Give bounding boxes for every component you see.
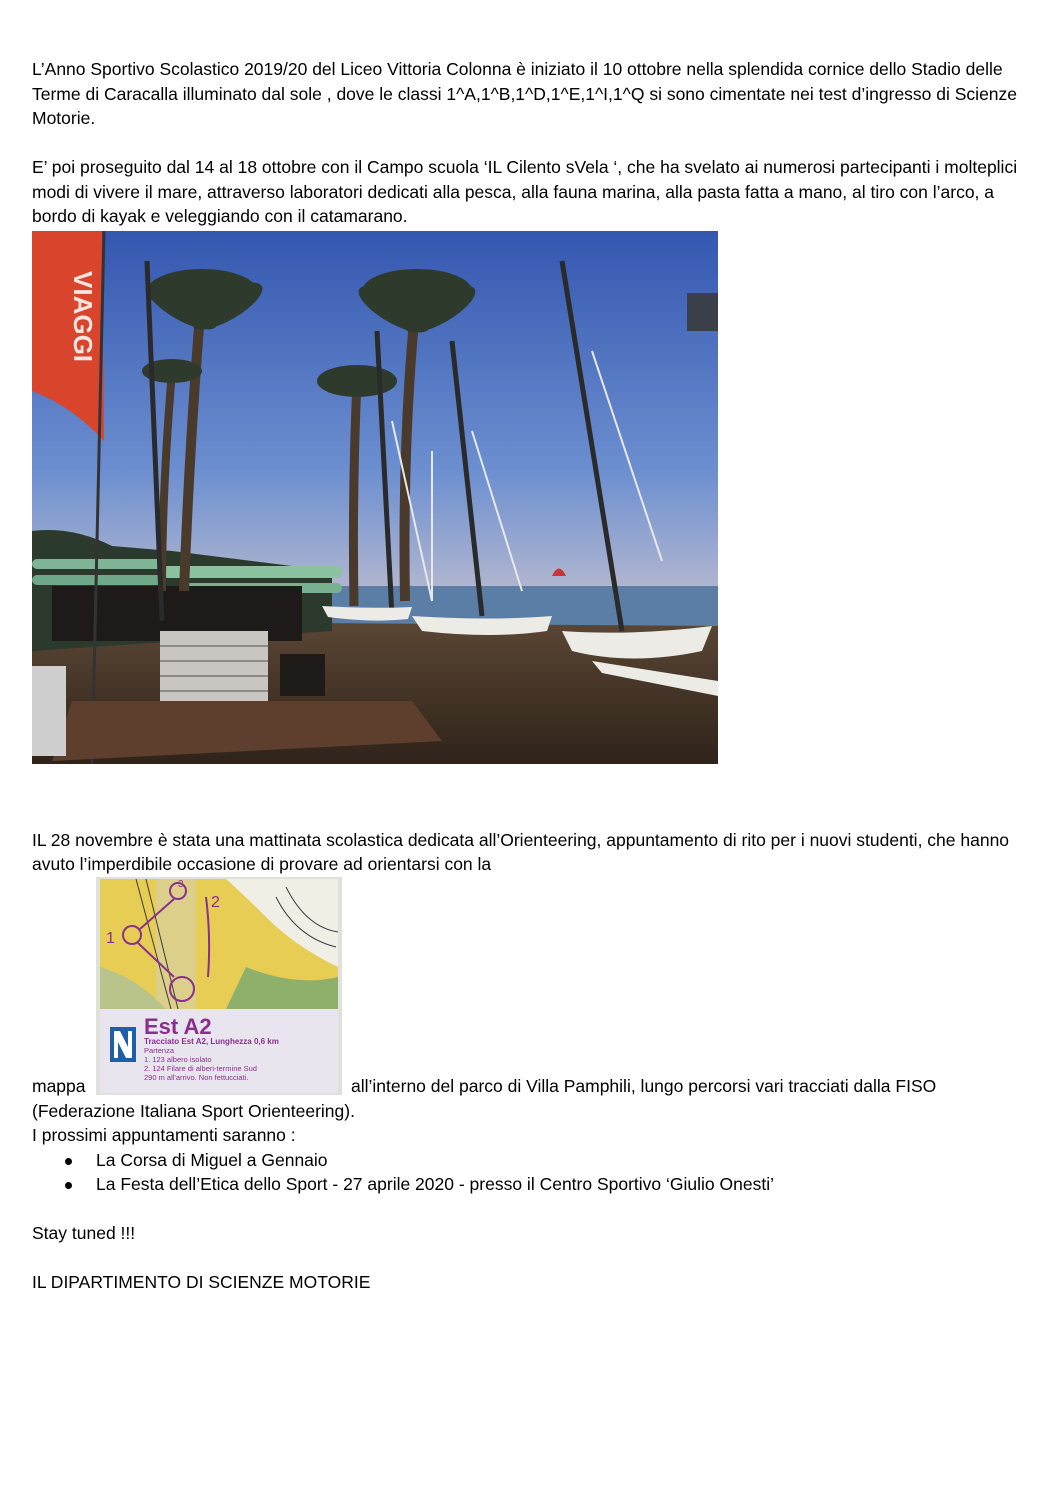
bullet-icon — [65, 1158, 72, 1165]
map-control-2: 2 — [211, 893, 220, 911]
camp-paragraph: E’ poi proseguito dal 14 al 18 ottobre con il Campo scuola ‘IL Cilento sVela ‘, che ha svelato ai numerosi partecipanti i molteplici modi di vivere il mare, attraverso laboratori dedicati alla pesca, alla fauna marina, alla pasta fatta a mano, al tiro con l’arco, a bordo di kayak e veleggiando con il catamarano. — [32, 157, 1018, 226]
paragraph-gap — [32, 1246, 1032, 1271]
map-control-1: 1 — [106, 929, 115, 947]
document-page — [32, 57, 1032, 1295]
intro-paragraph: L’Anno Sportivo Scolastico 2019/20 del Liceo Vittoria Colonna è iniziato il 10 ottobre nella splendida cornice dello Stadio delle Terme di Caracalla illuminato dal sole , dove le classi 1^A,1^B,1^D,1^E,1^I,1^Q si sono cimentate nei test d’ingresso di Scienze Motorie. — [32, 59, 1018, 128]
bullet-icon — [65, 1182, 72, 1189]
stay-tuned-text: Stay tuned !!! — [32, 1223, 136, 1243]
flag-banner-text: VIAGGI — [68, 270, 98, 362]
map-word: mappa — [32, 1076, 86, 1096]
beach-catamaran-photo — [32, 231, 718, 764]
fiso-paragraph: (Federazione Italiana Sport Orienteering). — [32, 1100, 355, 1121]
list-item — [32, 1172, 1032, 1197]
paragraph-gap — [32, 131, 1032, 156]
paragraph-gap — [32, 1197, 1032, 1222]
signature-text: IL DIPARTIMENTO DI SCIENZE MOTORIE — [32, 1272, 371, 1292]
fiso-logo — [110, 1027, 136, 1062]
map-card-line1: Tracciato Est A2, Lunghezza 0,6 km — [144, 1036, 279, 1046]
map-inline-line — [32, 877, 1032, 1099]
map-control-3: 3 — [178, 878, 184, 890]
map-card-line2: Partenza — [144, 1045, 175, 1055]
orienteering-paragraph: IL 28 novembre è stata una mattinata scolastica dedicata all’Orienteering, appuntamento di rito per i nuovi studenti, che hanno avuto l’imperdibile occasione di provare ad orientarsi con la — [32, 829, 1010, 874]
map-after-text: all’interno del parco di Villa Pamphili, lungo percorsi vari tracciati dalla FISO — [351, 1076, 937, 1096]
map-card-title: Est A2 — [144, 1013, 212, 1039]
map-card-line4: 2. 124 Filare di alberi-termine Sud — [144, 1063, 257, 1073]
map-card-line5: 290 m all'arrivo. Non fettucciati. — [144, 1072, 249, 1082]
next-events-heading: I prossimi appuntamenti saranno : — [32, 1125, 296, 1145]
section-gap — [32, 764, 1032, 828]
orienteering-map-photo — [96, 877, 342, 1095]
events-list — [32, 1148, 1032, 1197]
list-item — [32, 1148, 1032, 1173]
map-card-line3: 1. 123 albero isolato — [144, 1054, 212, 1064]
event-label: La Festa dell’Etica dello Sport - 27 aprile 2020 - presso il Centro Sportivo ‘Giulio Onesti’ — [96, 1174, 774, 1194]
event-label: La Corsa di Miguel a Gennaio — [96, 1149, 328, 1170]
